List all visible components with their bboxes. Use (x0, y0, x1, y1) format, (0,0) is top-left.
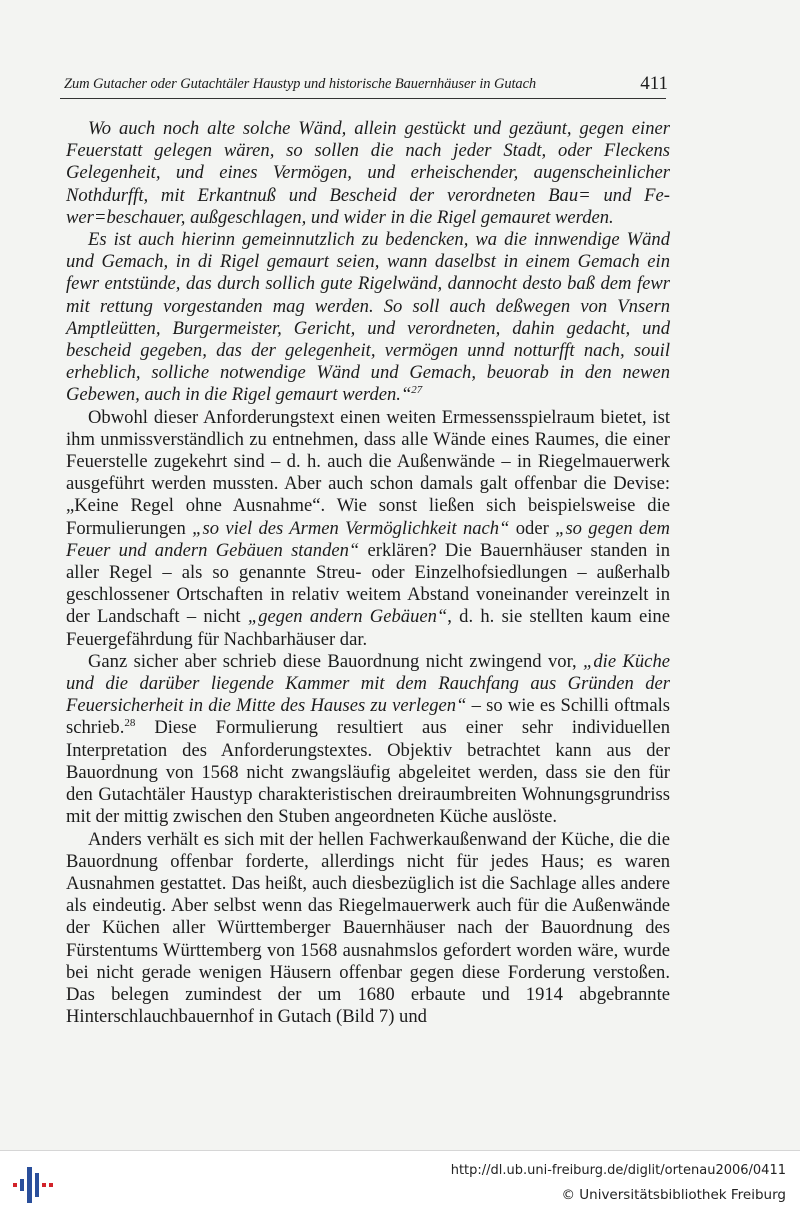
paragraph-3 (66, 407, 670, 651)
text-run: Ganz sicher aber schrieb diese Bauordnung nicht zwingend vor, (88, 650, 584, 672)
paragraph-4 (66, 651, 670, 829)
copyright-notice: © Universitätsbibliothek Freiburg (561, 1187, 786, 1203)
quote-run: „gegen andern Gebäuen“ (247, 606, 448, 628)
text-run: Obwohl dieser Anforderungstext einen weiten Ermessensspielraum bietet, ist ihm unmissverständlich zu entnehmen, dass alle Wände eines Raumes, die einer Feuerstelle zugekehrt sind – d. h. auch die Außenwände – in Riegelmauerwerk ausgeführt werden mussten. Aber auch schon damals galt offenbar die Devise: „Keine Regel ohne Ausnahme“. Wie sonst ließen sich beispielsweise die Formulierungen (66, 406, 670, 539)
text-run: Diese Formulierung resultiert aus einer sehr individuellen Interpretation des Anforderungstextes. Objektiv betrachtet kann aus der Bauordnung von 1568 nicht zwangsläufig abgeleitet werden, dass sie den für den Gutachtäler Haustyp charakteristischen dreiraumbreiten Wohnungsgrundriss mit der mittig zwischen den Stuben angeordneten Küche auslöste. (66, 717, 670, 828)
text-run: erklären? Die Bauernhäuser standen in aller Regel – als so genannte Streu- oder Einzelhofsiedlungen – außerhalb geschlossener Ortschaften in relativ weitem Abstand voneinander vereinzelt in der Landschaft – nicht (66, 539, 670, 628)
quote-run: „so gegen dem Feuer und andern Gebäuen standen“ (66, 517, 670, 561)
body-text (66, 118, 670, 1028)
text-run: , d. h. sie stellten kaum eine Feuergefährdung für Nachbarhäuser dar. (66, 606, 670, 650)
paragraph-5: Anders verhält es sich mit der hellen Fachwerkaußenwand der Küche, die die Bauordnung offenbar forderte, allerdings nicht für jedes Haus; es waren Ausnahmen gestattet. Das heißt, auch diesbezüglich ist die Sachlage alles andere als eindeutig. Aber selbst wenn das Riegelmauerwerk auch für die Außenwände der Küchen aller Württemberger Bauernhäuser nach der Bauordnung des Fürstentums Württemberg von 1568 ausnahmslos gefordert worden wäre, wurde bei nicht gerade wenigen Häusern offenbar gegen diese Forderung verstoßen. Das belegen zumindest der um 1680 erbaute und 1914 abgebrannte Hinterschlauchbauernhof in Gutach (Bild 7) und (66, 828, 670, 1028)
header-rule (60, 98, 666, 99)
running-title: Zum Gutacher oder Gutachtäler Haustyp und historische Bauernhäuser in Gutach (64, 76, 537, 92)
text-run: oder (509, 517, 556, 539)
viewer-footer (0, 1150, 800, 1213)
quote-run: „so viel des Armen Vermöglichkeit nach“ (192, 517, 510, 539)
footnote-ref-27: 27 (411, 384, 423, 397)
quote-run: „die Küche und die darüber liegende Kammer mit dem Rauchfang aus Gründen der Feuersicherheit in die Mitte des Hauses zu verlegen“ (66, 650, 670, 717)
page-number: 411 (640, 73, 668, 94)
text-run: – so wie es Schilli oftmals schrieb. (66, 695, 670, 739)
library-logo-icon (10, 1165, 54, 1205)
quote-paragraph-2 (66, 229, 670, 407)
quote-text: Es ist auch hierinn gemeinnutzlich zu bedencken, wa die innwendige Wänd und Gemach, in di Rigel gemaurt seien, wann daselbst in einem Gemach ein fewr entstünde, das durch sollich gute Rigelwänd, dannocht desto baß dem fewr mit rettung vorgestanden mag werden. So soll auch deßwegen von Vnsern Amptleütten, Burgermeister, Gericht, und verordneten, dahin gedacht, und bescheid gegeben, das der gelegenheit, vermögen unnd notturfft nach, souil erheblich, solliche notwendige Wänd und Gemach, beuorab in den newen Gebewen, auch in die Rigel gemaurt werden.“ (66, 229, 670, 406)
permalink[interactable]: http://dl.ub.uni-freiburg.de/diglit/ortenau2006/0411 (450, 1163, 786, 1178)
footnote-ref-28: 28 (124, 717, 136, 730)
quote-paragraph-1: Wo auch noch alte solche Wänd, allein gestückt und gezäunt, gegen einer Feuerstatt gelegen wären, so sollen die nach jeder Stadt, oder Fleckens Gelegenheit, und eines Vermögen, und erheischender, augenscheinlicher Nothdurfft, mit Erkantnuß und Bescheid der verordneten Bau= und Fewer=beschauer, außgeschlagen, und wider in die Rigel gemauret werden. (66, 118, 670, 228)
